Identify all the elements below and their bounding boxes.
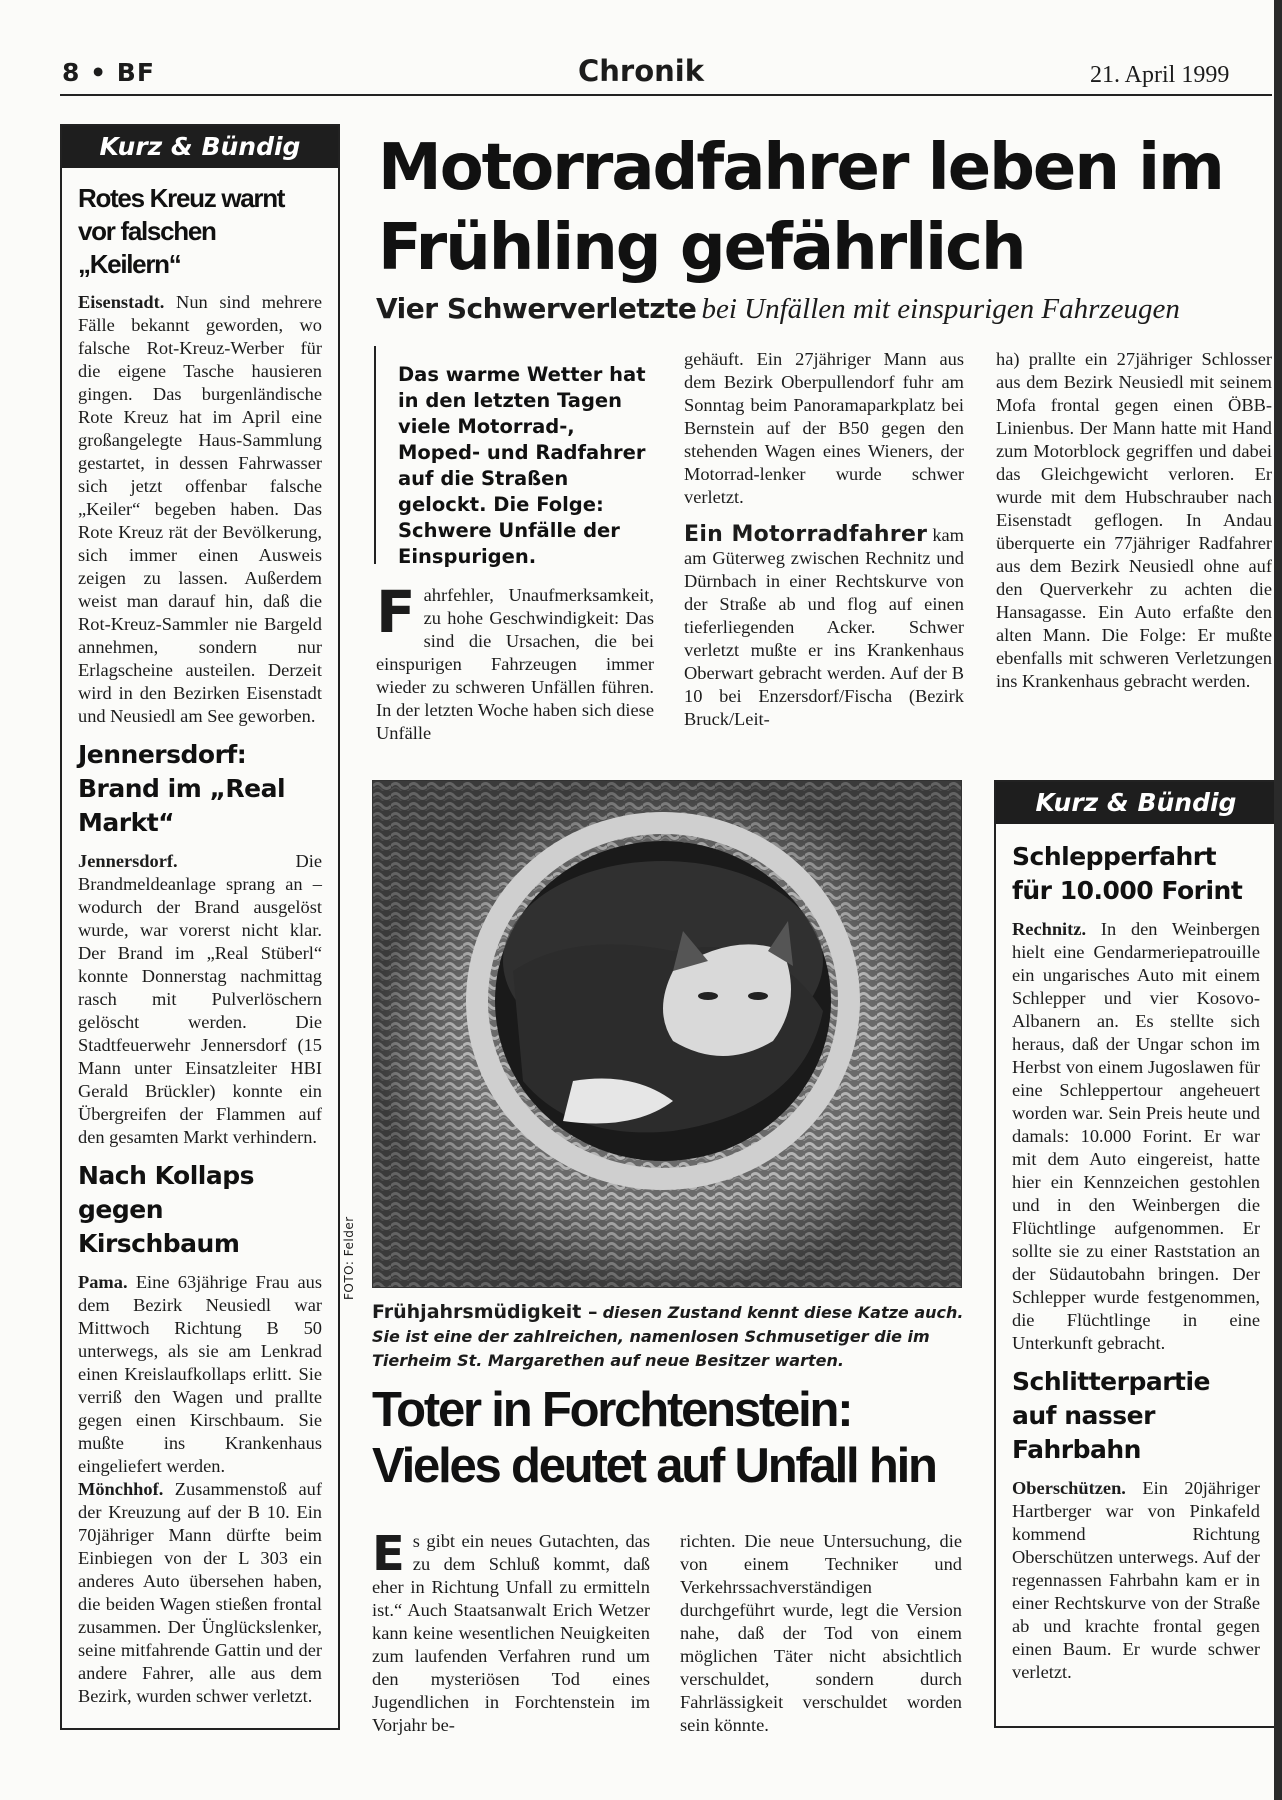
issue-date: 21. April 1999 (1090, 62, 1230, 88)
left-item-3-headline: Nach Kollaps gegen Kirschbaum (78, 1161, 255, 1258)
main-headline: Motorradfahrer leben im Frühling gefährlich (378, 131, 1223, 285)
left-news-box (60, 124, 340, 1730)
photo-caption: Frühjahrsmüdigkeit – diesen Zustand kennt diese Katze auch. Sie ist eine der zahlreichen, namenlosen Schmusetiger die im Tierheim St. Margarethen auf neue Besitzer warten. (372, 1301, 964, 1370)
right-item-1-headline: Schlepperfahrt für 10.000 Forint (1012, 842, 1243, 905)
second-dropcap: E (372, 1526, 405, 1582)
second-col-1: Es gibt ein neues Gutachten, das zu dem Schluß kommt, daß eher in Richtung Unfall zu ermitteln ist.“ Auch Staatsanwalt Erich Wetzer kann keine wesentlichen Neuigkeiten zum laufenden Verfahren rund um den mysteriösen Tod eines Jugendlichen in Forchtenstein im Vorjahr be- (372, 1526, 650, 1735)
page-number: 8 • BF (62, 58, 155, 87)
left-item-3-text: Pama. Eine 63jährige Frau aus dem Bezirk Neusiedl war Mittwoch Richtung B 50 unterwegs, als sie am Lenkrad einen Kreislaufkollaps erlitt. Sie verriß den Wagen und prallte gegen einen Kirschbaum. Sie mußte ins Krankenhaus eingeliefert werden. (78, 1272, 322, 1476)
cat-basket-photo (372, 780, 962, 1288)
header-rule (60, 94, 1272, 96)
main-intro: Das warme Wetter hat in den letzten Tagen viele Motorrad-, Moped- und Radfahrer auf die Straßen gelockt. Die Folge: Schwere Unfälle der Einspurigen. (374, 346, 656, 564)
main-dropcap: F (376, 578, 416, 646)
second-col-2: richten. Die neue Untersuchung, die von einem Techniker und Verkehrssachverständigen durchgeführt wurde, legt die Version nahe, daß der Tod von einem möglichen Täter nicht absichtlich verschuldet, sondern durch Fahrlässigkeit verschuldet worden sein könnte. (680, 1531, 962, 1735)
left-item-2-headline: Jennersdorf: Brand im „Real Markt“ (78, 740, 286, 837)
left-box-header: Kurz & Bündig (62, 126, 338, 168)
second-headline: Toter in Forchtenstein: Vieles deutet auf Unfall hin (372, 1383, 936, 1493)
photo-credit: FOTO: Felder (342, 1216, 356, 1300)
right-news-box (994, 780, 1276, 1728)
main-subhead: Vier Schwerverletzte bei Unfällen mit einspurigen Fahrzeugen (376, 292, 1180, 325)
main-col-2: gehäuft. Ein 27jähriger Mann aus dem Bezirk Oberpullendorf fuhr am Sonntag beim Panoramaparkplatz bei Bernstein auf der B50 gegen den stehenden Wagen eines Wieners, der Motorrad-lenker wurde schwer verletzt. Ein Motorradfahrer kam am Güterweg zwischen Rechnitz und Dürnbach in einer Rechtskurve von der Straße ab und flog auf einen tieferliegenden Acker. Schwer verletzt mußte er ins Krankenhaus Oberwart gebracht werden. Auf der B 10 bei Enzersdorf/Fischa (Bezirk Bruck/Leit- (684, 349, 964, 729)
left-item-1-text: Eisenstadt. Nun sind mehrere Fälle bekannt geworden, wo falsche Rot-Kreuz-Werber für die eigene Tasche hausieren gingen. Das burgenländische Rote Kreuz hat im April eine großangelegte Haus-Sammlung gestartet, in dessen Fahrwasser sich jetzt offenbar falsche „Keiler“ begeben haben. Das Rote Kreuz rät der Bevölkerung, sich immer einen Ausweis zeigen zu lassen. Außerdem weist man darauf hin, daß die Rot-Kreuz-Sammler nie Bargeld annehmen, sondern nur Erlagscheine austeilen. Derzeit wird in den Bezirken Eisenstadt und Neusiedl am See geworben. (78, 292, 322, 726)
right-item-2-text: Oberschützen. Ein 20jähriger Hartberger war von Pinkafeld kommend Richtung Oberschützen unterwegs. Auf der regennassen Fahrbahn kam er in einer Rechtskurve von der Straße ab und krachte frontal gegen einen Baum. Er wurde schwer verletzt. (1012, 1478, 1260, 1682)
section-title: Chronik (577, 54, 705, 88)
right-item-1-text: Rechnitz. In den Weinbergen hielt eine Gendarmeriepatrouille ein ungarisches Auto mit einem Schlepper und vier Kosovo-Albanern an. Es stellte sich heraus, daß der Ungar schon im Herbst von einem Jugoslawen für eine Schleppertour angeheuert worden war. Sein Preis heute und damals: 10.000 Forint. Er war mit dem Auto eingereist, hatte hier ein Kennzeichen gestohlen und in den Weinbergen die Flüchtlinge aufgenommen. Er sollte sie zu einer Raststation an der Südautobahn bringen. Der Schlepper wurde festgenommen, die Flüchtlinge in eine Unterkunft gebracht. (1012, 919, 1260, 1353)
right-item-2-headline: Schlitterpartie auf nasser Fahrbahn (1012, 1367, 1211, 1464)
left-item-1-headline: Rotes Kreuz warnt vor falschen „Keilern“ (78, 183, 285, 279)
right-box-header: Kurz & Bündig (996, 782, 1276, 824)
main-inline-head: Ein Motorradfahrer (684, 522, 928, 547)
main-col-1: Fahrfehler, Unaufmerksamkeit, zu hohe Geschwindigkeit: Das sind die Ursachen, die bei einspurigen Fahrzeugen immer wieder zu schweren Unfällen führen. In der letzten Woche haben sich diese Unfälle (376, 578, 654, 743)
left-item-4-text: Mönchhof. Zusammenstoß auf der Kreuzung auf der B 10. Ein 70jähriger Mann dürfte beim Einbiegen von der L 303 ein anderes Auto übersehen haben, die beiden Wagen stießen frontal zusammen. Der Ünglückslenker, seine mitfahrende Gattin und der andere Fahrer, alle aus dem Bezirk, wurden schwer verletzt. (78, 1479, 322, 1706)
left-item-2-text: Jennersdorf. Die Brandmeldeanlage sprang an – wodurch der Brand ausgelöst wurde, war vorerst nicht klar. Der Brand im „Real Stüberl“ konnte Donnerstag nachmittag rasch mit Pulverlöschern gelöscht werden. Die Stadtfeuerwehr Jennersdorf (15 Mann unter Einsatzleiter HBI Gerald Brückler) konnte ein Übergreifen der Flammen auf den gesamten Markt verhindern. (78, 851, 322, 1147)
main-col-3: ha) prallte ein 27jähriger Schlosser aus dem Bezirk Neusiedl mit seinem Mofa frontal gegen einen ÖBB-Linienbus. Der Mann hatte mit Hand zum Motorblock gegriffen und dabei das Gleichgewicht verloren. Er wurde mit dem Hubschrauber nach Eisenstadt geflogen. In Andau überquerte ein 77jähriger Radfahrer aus dem Bezirk Neusiedl ohne auf den Querverkehr zu achten die Hansagasse. Ein Auto erfaßte den alten Mann. Die Folge: Er mußte ebenfalls mit schweren Verletzungen ins Krankenhaus gebracht werden. (996, 349, 1272, 691)
page-edge (1274, 0, 1282, 1800)
